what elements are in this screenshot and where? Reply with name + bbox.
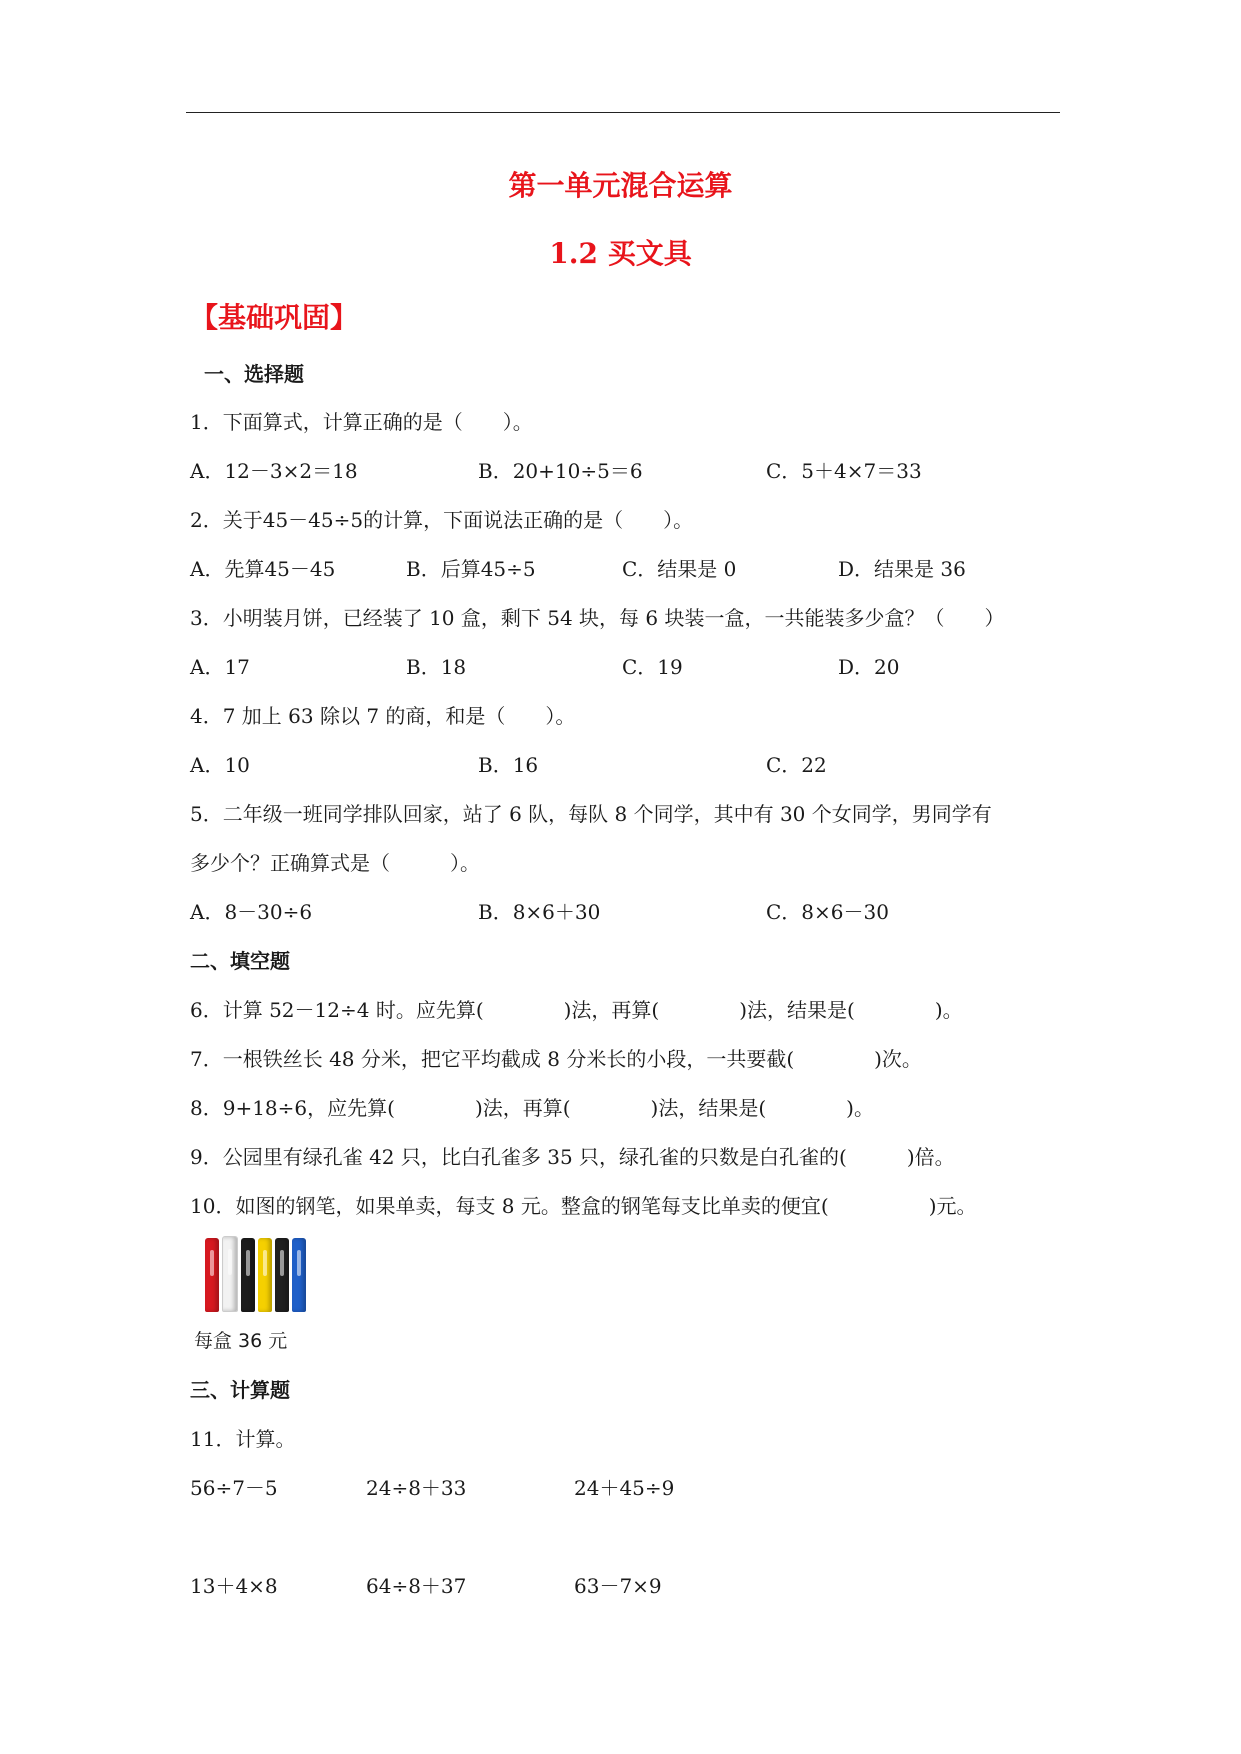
q1-option-c: C．5＋4×7＝33 <box>766 459 922 483</box>
calc-item: 64÷8＋37 <box>366 1574 467 1598</box>
question-9: 9．公园里有绿孔雀 42 只，比白孔雀多 35 只，绿孔雀的只数是白孔雀的( )倍。 <box>190 1145 955 1169</box>
q3-option-c: C．19 <box>622 655 683 679</box>
q1-option-b: B．20+10÷5＝6 <box>478 459 643 483</box>
q4-option-a: A．10 <box>190 753 250 777</box>
q1-option-a: A．12－3×2＝18 <box>190 459 358 483</box>
pen-box-image <box>205 1232 311 1312</box>
header-rule <box>186 112 1060 113</box>
q2-option-d: D．结果是 36 <box>838 557 966 581</box>
pen-box-caption: 每盒 36 元 <box>194 1330 288 1352</box>
q4-option-b: B．16 <box>478 753 539 777</box>
lesson-title: 1.2 买文具 <box>549 237 692 270</box>
q2-option-a: A．先算45－45 <box>190 557 336 581</box>
pen-5 <box>275 1238 289 1312</box>
part2-heading: 二、填空题 <box>190 949 290 973</box>
unit-title: 第一单元混合运算 <box>508 169 733 202</box>
q3-option-b: B．18 <box>406 655 467 679</box>
calc-item: 24＋45÷9 <box>574 1476 675 1500</box>
question-5-cont: 多少个？正确算式是（ ）。 <box>190 851 480 875</box>
calc-item: 24÷8＋33 <box>366 1476 467 1500</box>
calc-item: 56÷7－5 <box>190 1476 278 1500</box>
question-7: 7．一根铁丝长 48 分米，把它平均截成 8 分米长的小段，一共要截( )次。 <box>190 1047 922 1071</box>
question-4: 4．7 加上 63 除以 7 的商，和是（ ）。 <box>190 704 576 728</box>
part3-heading: 三、计算题 <box>190 1378 290 1402</box>
pen-6 <box>292 1238 306 1312</box>
q5-option-a: A．8－30÷6 <box>190 900 313 924</box>
q5-option-b: B．8×6＋30 <box>478 900 601 924</box>
pen-1 <box>205 1238 219 1312</box>
pen-4 <box>258 1238 272 1312</box>
question-1: 1．下面算式，计算正确的是（ ）。 <box>190 410 533 434</box>
question-10: 10．如图的钢笔，如果单卖，每支 8 元。整盒的钢笔每支比单卖的便宜( )元。 <box>190 1194 977 1218</box>
section-label: 【基础巩固】 <box>190 301 359 334</box>
question-6: 6．计算 52－12÷4 时。应先算( )法，再算( )法，结果是( )。 <box>190 998 963 1022</box>
pen-3 <box>241 1238 255 1312</box>
question-11: 11．计算。 <box>190 1427 296 1451</box>
q5-option-c: C．8×6－30 <box>766 900 889 924</box>
question-3: 3．小明装月饼，已经装了 10 盒，剩下 54 块，每 6 块装一盒，一共能装多少盒？（ ） <box>190 606 1005 630</box>
calc-item: 63－7×9 <box>574 1574 662 1598</box>
question-8: 8．9+18÷6，应先算( )法，再算( )法，结果是( )。 <box>190 1096 874 1120</box>
part1-heading: 一、选择题 <box>204 362 304 386</box>
q3-option-d: D．20 <box>838 655 900 679</box>
q4-option-c: C．22 <box>766 753 827 777</box>
q2-option-b: B．后算45÷5 <box>406 557 536 581</box>
q2-option-c: C．结果是 0 <box>622 557 737 581</box>
q3-option-a: A．17 <box>190 655 250 679</box>
calc-item: 13＋4×8 <box>190 1574 278 1598</box>
question-5: 5．二年级一班同学排队回家，站了 6 队，每队 8 个同学，其中有 30 个女同学，男同学有 <box>190 802 992 826</box>
question-2: 2．关于45－45÷5的计算，下面说法正确的是（ ）。 <box>190 508 694 532</box>
pen-2 <box>222 1236 238 1312</box>
